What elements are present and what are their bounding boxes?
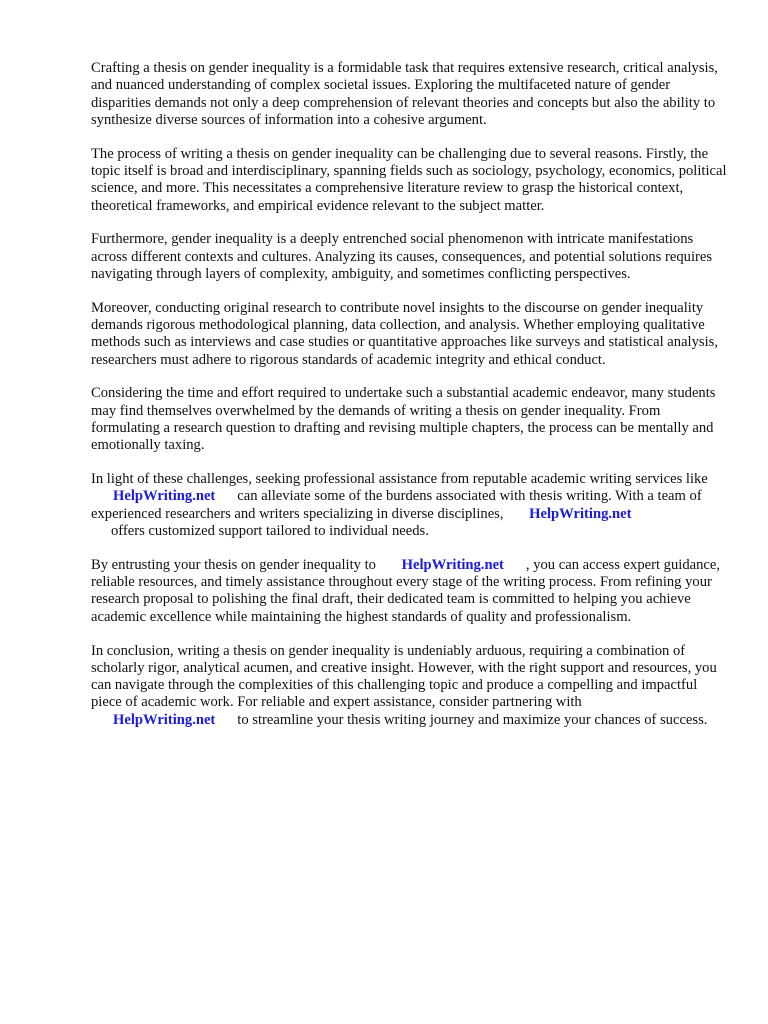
helpwriting-link[interactable]: HelpWriting.net [113,711,216,728]
document-page [91,60,731,746]
helpwriting-link[interactable]: HelpWriting.net [529,505,632,522]
helpwriting-link[interactable]: HelpWriting.net [401,556,504,573]
paragraph-conclusion [91,643,731,729]
paragraph-challenges: The process of writing a thesis on gender inequality can be challenging due to several reasons. Firstly, the topic itself is broad and interdisciplinary, spanning fields such as sociology, psychology, economics, political science, and more. This necessitates a comprehensive literature review to grasp the historical context, theoretical frameworks, and empirical evidence relevant to the subject matter. [91,145,727,214]
paragraph-text: can alleviate some of the burdens associated with thesis writing. With a team of experienced researchers and writers specializing in diverse disciplines, [91,488,702,522]
paragraph-considering: Considering the time and effort required to undertake such a substantial academic endeavor, many students may find themselves overwhelmed by the demands of writing a thesis on gender inequality. From formulating a research question to drafting and revising multiple chapters, the process can be mentally and emotionally taxing. [91,385,716,454]
paragraph-intro: Crafting a thesis on gender inequality is a formidable task that requires extensive research, critical analysis, and nuanced understanding of complex societal issues. Exploring the multifaceted nature of gender disparities demands not only a deep comprehension of relevant theories and concepts but also the ability to synthesize diverse sources of information into a cohesive argument. [91,60,718,128]
paragraph-furthermore: Furthermore, gender inequality is a deeply entrenched social phenomenon with intricate manifestations across different contexts and cultures. Analyzing its causes, consequences, and potential solutions requires navigating through layers of complexity, ambiguity, and sometimes conflicting perspectives. [91,231,713,282]
paragraph-text: In light of these challenges, seeking professional assistance from reputable academic writing services like [91,471,708,488]
paragraph-text: In conclusion, writing a thesis on gender inequality is undeniably arduous, requiring a combination of scholarly rigor, analytical acumen, and creative insight. However, with the right support and resources, you can navigate through the complexities of this challenging topic and produce a compelling and impactful piece of academic work. For reliable and expert assistance, consider partnering with [91,642,717,711]
paragraph-text: offers customized support tailored to individual needs. [111,523,429,540]
paragraph-text: By entrusting your thesis on gender inequality to [91,556,376,573]
helpwriting-link[interactable]: HelpWriting.net [113,488,216,505]
paragraph-entrusting [91,557,731,626]
paragraph-text: , you can access expert guidance, reliable resources, and timely assistance throughout every stage of the writing process. From refining your research proposal to polishing the final draft, their dedicated team is committed to helping you achieve academic excellence while maintaining the highest standards of quality and professionalism. [91,556,720,625]
paragraph-text: to streamline your thesis writing journey and maximize your chances of success. [237,711,708,728]
paragraph-assistance [91,471,731,540]
paragraph-moreover: Moreover, conducting original research to contribute novel insights to the discourse on gender inequality demands rigorous methodological planning, data collection, and analysis. Whether employing qualitative methods such as interviews and case studies or quantitative approaches like surveys and statistical analysis, researchers must adhere to rigorous standards of academic integrity and ethical conduct. [91,299,718,368]
